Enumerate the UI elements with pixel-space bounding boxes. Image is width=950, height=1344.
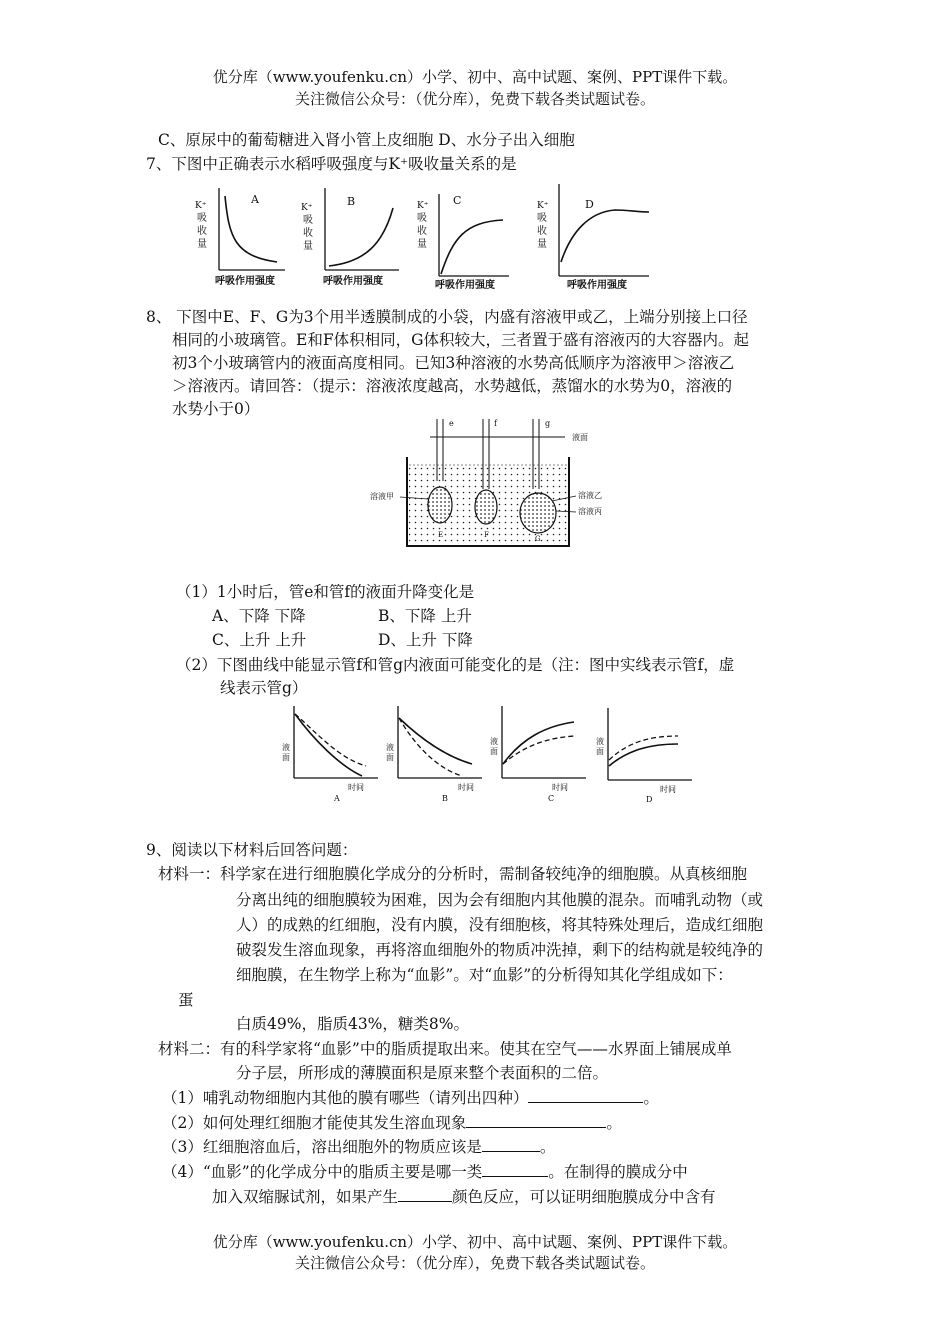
solid-curve-f [609,744,678,766]
q7-graph-d [537,184,649,290]
header-line-2: 关注微信公众号：（优分库），免费下载各类试题试卷。 [294,90,655,108]
answer-blank-1[interactable] [528,1088,643,1103]
svg-text:时间: 时间 [348,783,364,792]
svg-text:收: 收 [537,226,547,237]
q8-sub2-figure [280,700,700,808]
svg-text:时间: 时间 [458,783,474,792]
bag-f [475,490,497,524]
q8-level-graph-c [490,706,586,803]
answer-blank-2[interactable] [466,1113,606,1128]
q7-curve-b [329,208,393,266]
q8-sub1-option-a: A、下降 下降 [212,607,306,625]
svg-text:K⁺: K⁺ [195,201,207,211]
svg-text:e: e [449,419,454,428]
q9-material1-line-1: 材料一：科学家在进行细胞膜化学成分的分析时，需制备较纯净的细胞膜。从真核细胞 [158,865,748,883]
label-solution-c: 溶液丙 [578,507,602,516]
svg-text:时间: 时间 [552,783,568,792]
answer-blank-5[interactable] [398,1187,452,1202]
answer-blank-4[interactable] [482,1162,548,1177]
svg-text:时间: 时间 [660,785,676,794]
dashed-curve-g [295,714,366,766]
svg-text:量: 量 [537,239,547,250]
q9-material1-line-3: 人）的成熟的红细胞，没有内膜，没有细胞核，将其特殊处理后，造成红细胞 [236,916,764,934]
svg-text:吸: 吸 [537,213,547,224]
q8-sub1-option-c: C、上升 上升 [212,631,307,649]
svg-text:吸: 吸 [417,213,427,224]
svg-text:液: 液 [490,737,498,746]
q8-sub1-option-b: B、下降 上升 [378,607,472,625]
svg-text:A: A [334,794,340,803]
svg-text:f: f [494,419,497,428]
label-solution-a: 溶液甲 [370,492,394,501]
q7-figure [175,178,695,290]
q9-material2-line-1: 材料二：有的科学家将“血影”中的脂质提取出来。使其在空气——水界面上铺展成单 [158,1040,732,1058]
svg-text:收: 收 [417,226,427,237]
svg-text:K⁺: K⁺ [537,201,549,211]
svg-text:面: 面 [386,753,394,762]
footer-line-2: 关注微信公众号：（优分库），免费下载各类试题试卷。 [294,1254,655,1272]
bag-g [520,493,556,533]
svg-text:g: g [545,419,551,428]
q7-graph-b-label: B [347,195,356,208]
q7-graph-d-label: D [585,198,594,211]
bag-e [428,487,452,523]
q8-line-5: 水势小于0） [172,400,260,418]
q9-question-4: （4）“血影”的化学成分中的脂质主要是哪一类 。在制得的膜成分中 [162,1163,688,1181]
solid-curve-f [399,718,472,764]
q7-curve-c [441,220,503,274]
svg-text:呼吸作用强度: 呼吸作用强度 [435,280,495,290]
svg-text:G: G [535,535,541,543]
q7-stem: 7、下图中正确表示水稻呼吸强度与K⁺吸收量关系的是 [146,155,517,173]
svg-text:C: C [548,794,555,803]
q9-material1-line-5: 细胞膜，在生物学上称为“血影”。对“血影”的分析得知其化学组成如下： [236,966,733,984]
svg-text:面: 面 [596,747,604,756]
svg-text:吸: 吸 [197,213,207,224]
q9-material1-line-2: 分离出纯的细胞膜较为困难，因为会有细胞内其他膜的混杂。而哺乳动物（或 [236,891,764,909]
q9-stem: 9、阅读以下材料后回答问题： [146,841,358,859]
svg-text:量: 量 [197,239,207,250]
q8-sub2-line-2: 线表示管g） [220,679,308,697]
svg-text:液面: 液面 [572,433,588,442]
answer-blank-3[interactable] [482,1137,540,1152]
svg-text:呼吸作用强度: 呼吸作用强度 [215,276,275,287]
svg-text:呼吸作用强度: 呼吸作用强度 [323,276,383,287]
svg-text:面: 面 [282,753,290,762]
svg-text:F: F [484,531,489,539]
q8-sub2-line-1: （2）下图曲线中能显示管f和管g内液面可能变化的是（注：图中实线表示管f，虚 [176,656,735,674]
q9-question-1: （1）哺乳动物细胞内其他的膜有哪些（请列出四种） 。 [162,1089,659,1107]
q8-level-graph-b [386,706,482,803]
svg-text:B: B [442,794,448,803]
q8-sub1-option-d: D、上升 下降 [378,631,473,649]
svg-text:液: 液 [596,737,604,746]
dashed-curve-g [503,736,574,764]
q7-graph-a-label: A [251,193,259,206]
q7-graph-c [417,194,509,290]
q9-material1-line-7: 白质49%，脂质43%，糖类8%。 [236,1015,469,1033]
q7-graph-a [195,188,285,287]
q8-line-1: 8、 下图中E、F、G为3个用半透膜制成的小袋，内盛有溶液甲或乙，上端分别接上口径 [146,308,748,326]
q8-line-2: 相同的小玻璃管。E和F体积相同，G体积较大，三者置于盛有溶液丙的大容器内。起 [172,331,749,349]
q9-material2-line-2: 分子层，所形成的薄膜面积是原来整个表面积的二倍。 [236,1064,609,1082]
q8-line-3: 初3个小玻璃管内的液面高度相同。已知3种溶液的水势高低顺序为溶液甲＞溶液乙 [172,354,735,372]
solid-curve-f [295,714,362,776]
q7-curve-d [561,210,649,262]
svg-text:面: 面 [490,747,498,756]
label-solution-b: 溶液乙 [578,491,602,500]
q9-question-3: （3）红细胞溶血后，溶出细胞外的物质应该是 。 [162,1138,556,1156]
q9-material1-line-6: 蛋 [178,991,194,1009]
svg-text:吸: 吸 [303,215,313,226]
q8-sub1-stem: （1）1小时后，管e和管f的液面升降变化是 [176,583,475,601]
svg-text:收: 收 [303,228,313,239]
osmosis-apparatus-figure [360,413,620,553]
q9-question-4-cont: 加入双缩脲试剂，如果产生 颜色反应，可以证明细胞膜成分中含有 [212,1188,716,1206]
svg-text:K⁺: K⁺ [417,201,429,211]
q8-line-4: ＞溶液丙。请回答：（提示：溶液浓度越高，水势越低，蒸馏水的水势为0，溶液的 [172,377,733,395]
q7-graph-b [301,188,399,287]
q8-level-graph-d [596,708,692,804]
q7-graph-c-label: C [453,194,462,207]
svg-text:D: D [646,795,653,804]
svg-text:呼吸作用强度: 呼吸作用强度 [567,280,627,290]
svg-text:收: 收 [197,226,207,237]
q9-material1-line-4: 破裂发生溶血现象，再将溶血细胞外的物质冲洗掉，剩下的结构就是较纯净的 [236,941,764,959]
footer-line-1: 优分库（www.youfenku.cn）小学、初中、高中试题、案例、PPT课件下载。 [212,1233,738,1251]
svg-text:K⁺: K⁺ [301,203,313,213]
q9-question-2: （2）如何处理红细胞才能使其发生溶血现象 。 [162,1114,622,1132]
header-line-1: 优分库（www.youfenku.cn）小学、初中、高中试题、案例、PPT课件下载。 [212,68,738,86]
q6-options: C、原尿中的葡萄糖进入肾小管上皮细胞 D、水分子出入细胞 [158,131,575,149]
svg-text:E: E [438,531,444,539]
svg-text:量: 量 [417,239,427,250]
svg-text:量: 量 [303,241,313,252]
svg-text:液: 液 [386,743,394,752]
svg-text:液: 液 [282,743,290,752]
